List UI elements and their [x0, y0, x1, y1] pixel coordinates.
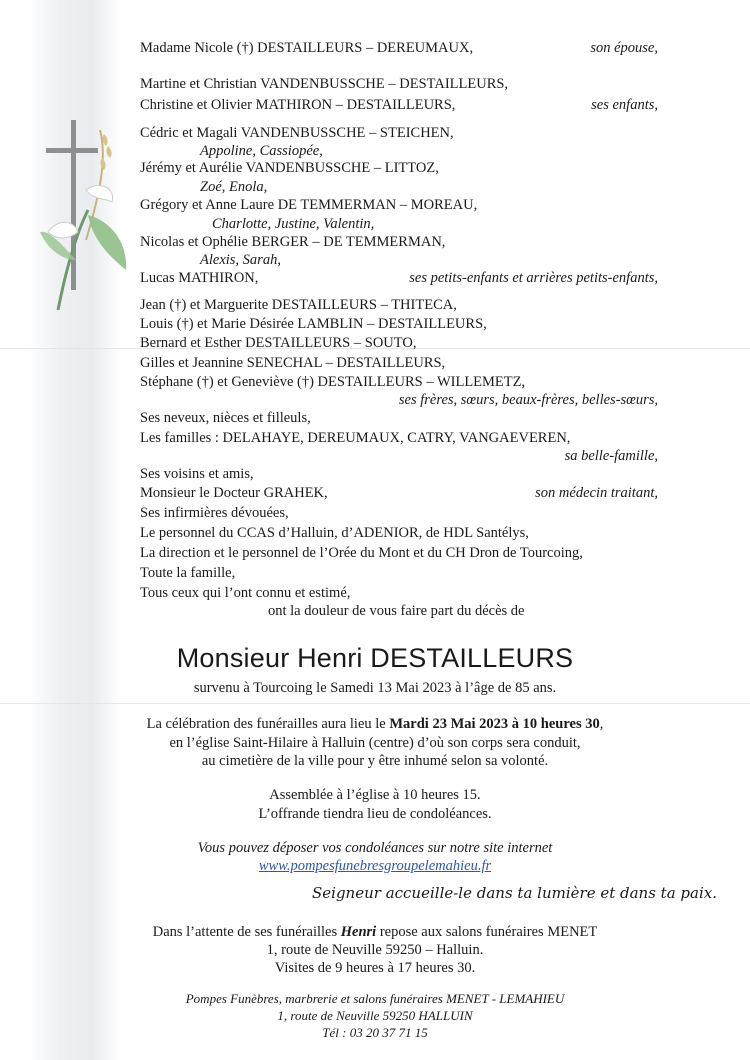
condolences-text: Vous pouvez déposer vos condoléances sur notre site internet — [197, 840, 553, 856]
footer-phone: Tél : 03 20 37 71 15 — [322, 1025, 428, 1040]
assembly-line: Assemblée à l’église à 10 heures 15. — [269, 787, 481, 803]
footer-address: 1, route de Neuville 59250 HALLUIN — [277, 1008, 473, 1023]
ceremony-line: en l’église Saint-Hilaire à Halluin (centre) d’où son corps sera conduit, — [169, 735, 581, 751]
death-details: survenu à Tourcoing le Samedi 13 Mai 2023 à l’âge de 85 ans. — [193, 680, 557, 696]
cross-lily-icon — [38, 120, 128, 310]
rest-line: Dans l’attente de ses funérailles Henri repose aux salons funéraires MENET — [152, 924, 598, 940]
footer-company: Pompes Funèbres, marbrerie et salons funéraires MENET - LEMAHIEU — [185, 991, 565, 1006]
ceremony-line: La célébration des funérailles aura lieu le Mardi 23 Mai 2023 à 10 heures 30, — [146, 716, 604, 732]
offering-line: L’offrande tiendra lieu de condoléances. — [258, 806, 492, 822]
condolences-link[interactable]: www.pompesfunebresgroupelemahieu.fr — [258, 858, 492, 874]
fold-line — [0, 703, 750, 704]
deceased-name: Monsieur Henri DESTAILLEURS — [176, 643, 574, 673]
rest-line: 1, route de Neuville 59250 – Halluin. — [266, 942, 484, 958]
condolences-link-row — [0, 858, 750, 875]
ceremony-line: au cimetière de la ville pour y être inhumé selon sa volonté. — [201, 753, 549, 769]
rest-line: Visites de 9 heures à 17 heures 30. — [274, 960, 476, 976]
